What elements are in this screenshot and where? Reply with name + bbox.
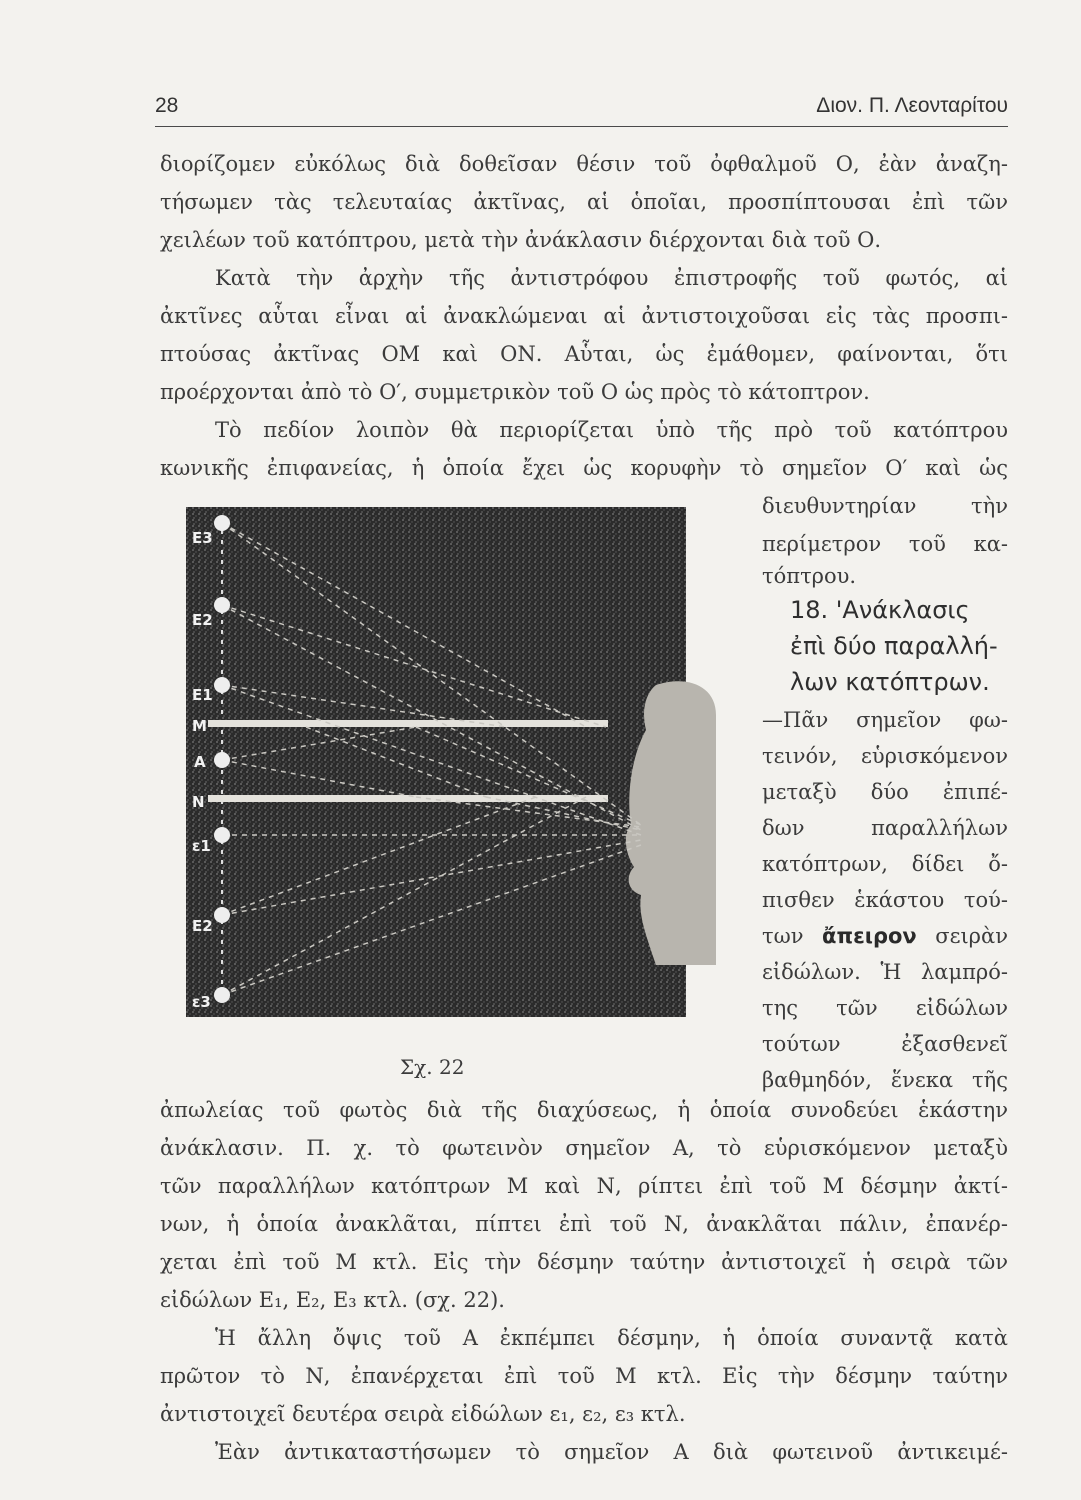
label-epsilon3: ε3 <box>192 993 211 1011</box>
side-line: κατόπτρων, δίδει ὄ- <box>762 852 1008 876</box>
label-e2: E2 <box>192 611 213 629</box>
section-heading: ἐπὶ δύο παραλλή- <box>790 632 998 660</box>
section-heading: λων κατόπτρων. <box>790 668 990 696</box>
side-line: —Πᾶν σημεῖον φω- <box>762 708 1008 732</box>
side-line: δων παραλλήλων <box>762 816 1008 840</box>
body-line: πτούσας ἀκτῖνας ΟΜ καὶ ΟΝ. Αὗται, ὡς ἐμάθομεν, φαίνονται, ὅτι <box>160 342 1008 366</box>
page-number: 28 <box>155 94 179 117</box>
body-line: νων, ἡ ὁποία ἀνακλᾶται, πίπτει ἐπὶ τοῦ Ν, ἀνακλᾶται πάλιν, ἐπανέρ- <box>160 1212 1008 1236</box>
side-line-emphasis <box>762 924 1008 948</box>
side-line: τούτων ἐξασθενεῖ <box>762 1032 1008 1056</box>
body-line: προέρχονται ἀπὸ τὸ Ο′, συμμετρικὸν τοῦ Ο ὡς πρὸς τὸ κάτοπτρον. <box>160 380 870 404</box>
figure-background <box>186 507 686 1017</box>
body-line: διορίζομεν εὐκόλως διὰ δοθεῖσαν θέσιν τοῦ ὀφθαλμοῦ Ο, ἐὰν ἀναζη- <box>160 152 1008 176</box>
body-line: χειλέων τοῦ κατόπτρου, μετὰ τὴν ἀνάκλασιν διέρχονται διὰ τοῦ Ο. <box>160 228 882 252</box>
section-heading: 18. 'Ανάκλασις <box>790 596 970 624</box>
body-line: τῶν παραλλήλων κατόπτρων Μ καὶ Ν, ρίπτει ἐπὶ τοῦ Μ δέσμην ἀκτί- <box>160 1174 1008 1198</box>
body-line: ἀνάκλασιν. Π. χ. τὸ φωτεινὸν σημεῖον Α, τὸ εὑρισκόμενον μεταξὺ <box>160 1136 1008 1160</box>
label-a: A <box>194 753 206 771</box>
running-author: Διον. Π. Λεονταρίτου <box>816 94 1008 117</box>
side-line: περίμετρον τοῦ κα- <box>762 532 1008 556</box>
side-line: πισθεν ἑκάστου τού- <box>762 888 1008 912</box>
side-word: των <box>762 924 804 948</box>
mirror-m <box>208 720 608 727</box>
body-line: τήσωμεν τὰς τελευταίας ἀκτῖνας, αἱ ὁποῖαι, προσπίπτουσαι ἐπὶ τῶν <box>160 190 1008 214</box>
running-header <box>155 92 1008 127</box>
side-line: διευθυντηρίαν τὴν <box>762 494 1008 518</box>
emphasis-word: ἄπειρον <box>822 924 917 948</box>
side-word: σειρὰν <box>935 924 1008 948</box>
body-line: ἀκτῖνες αὗται εἶναι αἱ ἀνακλώμεναι αἱ ἀντιστοιχοῦσαι εἰς τὰς προσπι- <box>160 304 1008 328</box>
body-line: Κατὰ τὴν ἀρχὴν τῆς ἀντιστρόφου ἐπιστροφῆς τοῦ φωτός, αἱ <box>215 266 1008 290</box>
body-line: εἰδώλων Ε₁, Ε₂, Ε₃ κτλ. (σχ. 22). <box>160 1288 505 1312</box>
label-e3: E3 <box>192 529 213 547</box>
side-line: της τῶν εἰδώλων <box>762 996 1008 1020</box>
label-n: N <box>192 793 205 811</box>
body-line: ἀντιστοιχεῖ δευτέρα σειρὰ εἰδώλων ε₁, ε₂, ε₃ κτλ. <box>160 1402 686 1426</box>
figure-caption: Σχ. 22 <box>400 1055 465 1079</box>
body-line: Τὸ πεδίον λοιπὸν θὰ περιορίζεται ὑπὸ τῆς πρὸ τοῦ κατόπτρου <box>215 418 1008 442</box>
label-e2-lower: E2 <box>192 917 213 935</box>
side-line: τόπτρου. <box>762 564 857 588</box>
label-e1: E1 <box>192 686 213 704</box>
figure-22 <box>186 495 716 1025</box>
body-line: Ἡ ἄλλη ὄψις τοῦ Α ἐκπέμπει δέσμην, ἡ ὁποία συναντᾷ κατὰ <box>215 1326 1008 1350</box>
body-line: πρῶτον τὸ Ν, ἐπανέρχεται ἐπὶ τοῦ Μ κτλ. Εἰς τὴν δέσμην ταύτην <box>160 1364 1008 1388</box>
body-line: κωνικῆς ἐπιφανείας, ἡ ὁποία ἔχει ὡς κορυφὴν τὸ σημεῖον Ο′ καὶ ὡς <box>160 456 1008 480</box>
mirror-n <box>208 795 608 802</box>
side-line: τεινόν, εὑρισκόμενον <box>762 744 1008 768</box>
side-line: μεταξὺ δύο ἐπιπέ- <box>762 780 1008 804</box>
parallel-mirrors-illustration <box>186 495 716 1025</box>
label-epsilon1: ε1 <box>192 837 211 855</box>
body-line: Ἐὰν ἀντικαταστήσωμεν τὸ σημεῖον Α διὰ φωτεινοῦ ἀντικειμέ- <box>215 1440 1008 1464</box>
body-line: ἀπωλείας τοῦ φωτὸς διὰ τῆς διαχύσεως, ἡ ὁποία συνοδεύει ἑκάστην <box>160 1098 1008 1122</box>
side-line: εἰδώλων. Ἡ λαμπρό- <box>762 960 1008 984</box>
body-line: χεται ἐπὶ τοῦ Μ κτλ. Εἰς τὴν δέσμην ταύτην ἀντιστοιχεῖ ἡ σειρὰ τῶν <box>160 1250 1008 1274</box>
label-m: M <box>192 717 207 735</box>
side-line: βαθμηδόν, ἕνεκα τῆς <box>762 1068 1008 1092</box>
